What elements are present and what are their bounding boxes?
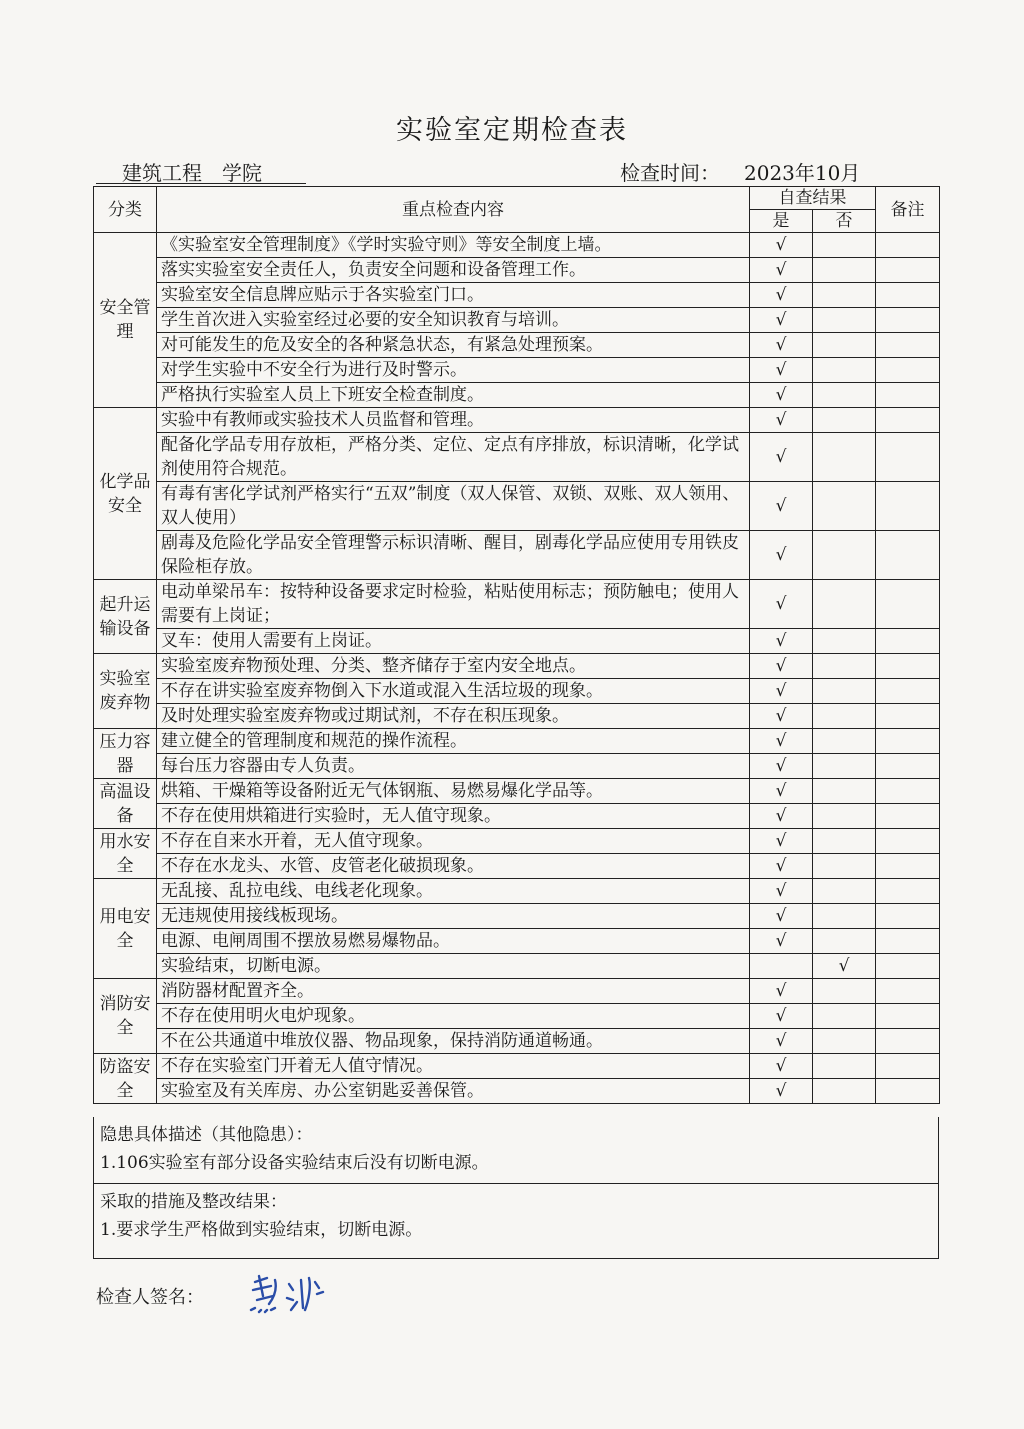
remarks-cell — [876, 358, 940, 383]
table-row — [94, 408, 940, 433]
result-yes-cell: √ — [750, 1054, 813, 1079]
result-yes-cell: √ — [750, 408, 813, 433]
remarks-cell — [876, 754, 940, 779]
table-row — [94, 879, 940, 904]
table-row — [94, 333, 940, 358]
result-no-cell — [813, 433, 876, 482]
check-item-text: 不存在使用明火电炉现象。 — [157, 1004, 750, 1029]
check-item-text: 对学生实验中不安全行为进行及时警示。 — [157, 358, 750, 383]
category-cell: 防盗安全 — [94, 1054, 157, 1104]
result-no-cell — [813, 333, 876, 358]
check-item-text: 建立健全的管理制度和规范的操作流程。 — [157, 729, 750, 754]
remarks-cell — [876, 779, 940, 804]
result-yes-cell: √ — [750, 854, 813, 879]
result-yes-cell: √ — [750, 258, 813, 283]
result-no-cell — [813, 1004, 876, 1029]
result-yes-cell — [750, 954, 813, 979]
table-row — [94, 233, 940, 258]
remarks-cell — [876, 308, 940, 333]
result-no-cell — [813, 482, 876, 531]
result-no-cell — [813, 829, 876, 854]
result-no-cell — [813, 383, 876, 408]
result-yes-cell: √ — [750, 804, 813, 829]
check-time-label: 检查时间： — [620, 161, 720, 185]
table-row — [94, 929, 940, 954]
result-yes-cell: √ — [750, 358, 813, 383]
header-content: 重点检查内容 — [157, 187, 750, 233]
table-row — [94, 258, 940, 283]
remarks-cell — [876, 580, 940, 629]
remarks-cell — [876, 854, 940, 879]
header-remarks: 备注 — [876, 187, 940, 233]
result-yes-cell: √ — [750, 482, 813, 531]
remarks-cell — [876, 233, 940, 258]
remarks-cell — [876, 258, 940, 283]
category-cell: 用电安全 — [94, 879, 157, 979]
result-yes-cell: √ — [750, 829, 813, 854]
table-row — [94, 729, 940, 754]
hazard-label: 隐患具体描述（其他隐患）： — [100, 1125, 313, 1145]
result-yes-cell: √ — [750, 531, 813, 580]
result-yes-cell: √ — [750, 283, 813, 308]
remarks-cell — [876, 629, 940, 654]
result-yes-cell: √ — [750, 233, 813, 258]
result-no-cell — [813, 729, 876, 754]
check-item-text: 实验中有教师或实验技术人员监督和管理。 — [157, 408, 750, 433]
table-row — [94, 954, 940, 979]
remarks-cell — [876, 704, 940, 729]
remarks-cell — [876, 804, 940, 829]
remarks-cell — [876, 904, 940, 929]
table-row — [94, 704, 940, 729]
category-cell: 起升运输设备 — [94, 580, 157, 654]
table-row — [94, 531, 940, 580]
remarks-cell — [876, 979, 940, 1004]
header-category: 分类 — [94, 187, 157, 233]
notes-section — [93, 1117, 939, 1259]
table-row — [94, 654, 940, 679]
remarks-cell — [876, 1079, 940, 1104]
table-body — [94, 233, 940, 1104]
remarks-cell — [876, 531, 940, 580]
remarks-cell — [876, 879, 940, 904]
check-item-text: 及时处理实验室废弃物或过期试剂，不存在积压现象。 — [157, 704, 750, 729]
check-item-text: 有毒有害化学试剂严格实行“五双”制度（双人保管、双锁、双账、双人领用、双人使用） — [157, 482, 750, 531]
result-no-cell — [813, 704, 876, 729]
signer-label: 检查人签名： — [96, 1287, 204, 1308]
remarks-cell — [876, 1054, 940, 1079]
result-no-cell — [813, 929, 876, 954]
result-no-cell — [813, 1029, 876, 1054]
page-title: 实验室定期检查表 — [396, 115, 628, 146]
table-row — [94, 1029, 940, 1054]
remarks-cell — [876, 1004, 940, 1029]
remarks-cell — [876, 333, 940, 358]
check-item-text: 实验室及有关库房、办公室钥匙妥善保管。 — [157, 1079, 750, 1104]
result-yes-cell: √ — [750, 1029, 813, 1054]
check-item-text: 不存在讲实验室废弃物倒入下水道或混入生活垃圾的现象。 — [157, 679, 750, 704]
check-item-text: 无违规使用接线板现场。 — [157, 904, 750, 929]
result-yes-cell: √ — [750, 754, 813, 779]
category-cell: 实验室废弃物 — [94, 654, 157, 729]
check-item-text: 叉车：使用人需要有上岗证。 — [157, 629, 750, 654]
check-item-text: 实验室安全信息牌应贴示于各实验室门口。 — [157, 283, 750, 308]
category-cell: 安全管理 — [94, 233, 157, 408]
result-no-cell — [813, 233, 876, 258]
inspection-table — [93, 186, 940, 1104]
result-yes-cell: √ — [750, 433, 813, 482]
table-row — [94, 358, 940, 383]
result-yes-cell: √ — [750, 779, 813, 804]
check-item-text: 电源、电闸周围不摆放易燃易爆物品。 — [157, 929, 750, 954]
result-no-cell — [813, 283, 876, 308]
result-no-cell — [813, 754, 876, 779]
remarks-cell — [876, 408, 940, 433]
result-yes-cell: √ — [750, 729, 813, 754]
result-yes-cell: √ — [750, 580, 813, 629]
result-no-cell: √ — [813, 954, 876, 979]
remarks-cell — [876, 283, 940, 308]
result-yes-cell: √ — [750, 333, 813, 358]
table-row — [94, 779, 940, 804]
table-row — [94, 679, 940, 704]
result-no-cell — [813, 904, 876, 929]
check-item-text: 消防器材配置齐全。 — [157, 979, 750, 1004]
check-item-text: 无乱接、乱拉电线、电线老化现象。 — [157, 879, 750, 904]
result-yes-cell: √ — [750, 1004, 813, 1029]
result-yes-cell: √ — [750, 1079, 813, 1104]
table-row — [94, 580, 940, 629]
category-cell: 消防安全 — [94, 979, 157, 1054]
table-row — [94, 1004, 940, 1029]
header-self-check: 自查结果 — [750, 187, 876, 210]
check-item-text: 实验结束，切断电源。 — [157, 954, 750, 979]
result-no-cell — [813, 1079, 876, 1104]
result-no-cell — [813, 779, 876, 804]
result-no-cell — [813, 804, 876, 829]
result-no-cell — [813, 580, 876, 629]
result-yes-cell: √ — [750, 979, 813, 1004]
table-row — [94, 1079, 940, 1104]
check-item-text: 电动单梁吊车：按特种设备要求定时检验，粘贴使用标志；预防触电；使用人需要有上岗证； — [157, 580, 750, 629]
result-yes-cell: √ — [750, 679, 813, 704]
check-item-text: 剧毒及危险化学品安全管理警示标识清晰、醒目，剧毒化学品应使用专用铁皮保险柜存放。 — [157, 531, 750, 580]
result-yes-cell: √ — [750, 308, 813, 333]
table-row — [94, 804, 940, 829]
remarks-cell — [876, 954, 940, 979]
check-item-text: 对可能发生的危及安全的各种紧急状态，有紧急处理预案。 — [157, 333, 750, 358]
result-no-cell — [813, 979, 876, 1004]
remarks-cell — [876, 679, 940, 704]
table-row — [94, 854, 940, 879]
result-yes-cell: √ — [750, 704, 813, 729]
remarks-cell — [876, 1029, 940, 1054]
check-item-text: 不存在实验室门开着无人值守情况。 — [157, 1054, 750, 1079]
result-no-cell — [813, 629, 876, 654]
check-item-text: 学生首次进入实验室经过必要的安全知识教育与培训。 — [157, 308, 750, 333]
remarks-cell — [876, 482, 940, 531]
remarks-cell — [876, 433, 940, 482]
result-no-cell — [813, 679, 876, 704]
remarks-cell — [876, 729, 940, 754]
check-item-text: 不存在水龙头、水管、皮管老化破损现象。 — [157, 854, 750, 879]
table-row — [94, 283, 940, 308]
check-item-text: 不在公共通道中堆放仪器、物品现象，保持消防通道畅通。 — [157, 1029, 750, 1054]
result-no-cell — [813, 654, 876, 679]
result-yes-cell: √ — [750, 904, 813, 929]
check-item-text: 不存在使用烘箱进行实验时，无人值守现象。 — [157, 804, 750, 829]
result-no-cell — [813, 854, 876, 879]
check-item-text: 严格执行实验室人员上下班安全检查制度。 — [157, 383, 750, 408]
result-yes-cell: √ — [750, 383, 813, 408]
result-yes-cell: √ — [750, 929, 813, 954]
result-no-cell — [813, 408, 876, 433]
hazard-text: 1.106实验室有部分设备实验结束后没有切断电源。 — [100, 1153, 489, 1173]
measures-label: 采取的措施及整改结果： — [100, 1192, 287, 1212]
table-row — [94, 754, 940, 779]
result-no-cell — [813, 258, 876, 283]
header-yes: 是 — [750, 210, 813, 233]
remarks-cell — [876, 383, 940, 408]
result-yes-cell: √ — [750, 879, 813, 904]
table-row — [94, 308, 940, 333]
table-row — [94, 383, 940, 408]
category-cell: 化学品安全 — [94, 408, 157, 580]
category-cell: 用水安全 — [94, 829, 157, 879]
check-time-value: 2023年10月 — [720, 157, 884, 187]
check-item-text: 烘箱、干燥箱等设备附近无气体钢瓶、易燃易爆化学品等。 — [157, 779, 750, 804]
header-no: 否 — [813, 210, 876, 233]
result-no-cell — [813, 1054, 876, 1079]
check-item-text: 每台压力容器由专人负责。 — [157, 754, 750, 779]
table-row — [94, 482, 940, 531]
result-yes-cell: √ — [750, 629, 813, 654]
check-item-text: 实验室废弃物预处理、分类、整齐储存于室内安全地点。 — [157, 654, 750, 679]
category-cell: 高温设备 — [94, 779, 157, 829]
check-time — [620, 157, 884, 184]
check-item-text: 落实实验室安全责任人，负责安全问题和设备管理工作。 — [157, 258, 750, 283]
measures-text: 1.要求学生严格做到实验结束，切断电源。 — [100, 1220, 423, 1240]
college-field: 建筑工程 学院 — [96, 157, 306, 184]
result-yes-cell: √ — [750, 654, 813, 679]
handwritten-signature — [245, 1270, 335, 1320]
result-no-cell — [813, 308, 876, 333]
remarks-cell — [876, 929, 940, 954]
remarks-cell — [876, 654, 940, 679]
result-no-cell — [813, 531, 876, 580]
table-row — [94, 433, 940, 482]
check-item-text: 配备化学品专用存放柜，严格分类、定位、定点有序排放，标识清晰，化学试剂使用符合规范。 — [157, 433, 750, 482]
table-row — [94, 1054, 940, 1079]
table-row — [94, 904, 940, 929]
remarks-cell — [876, 829, 940, 854]
result-no-cell — [813, 879, 876, 904]
check-item-text: 不存在自来水开着，无人值守现象。 — [157, 829, 750, 854]
result-no-cell — [813, 358, 876, 383]
table-row — [94, 979, 940, 1004]
check-item-text: 《实验室安全管理制度》《学时实验守则》等安全制度上墙。 — [157, 233, 750, 258]
table-row — [94, 829, 940, 854]
table-row — [94, 629, 940, 654]
category-cell: 压力容器 — [94, 729, 157, 779]
